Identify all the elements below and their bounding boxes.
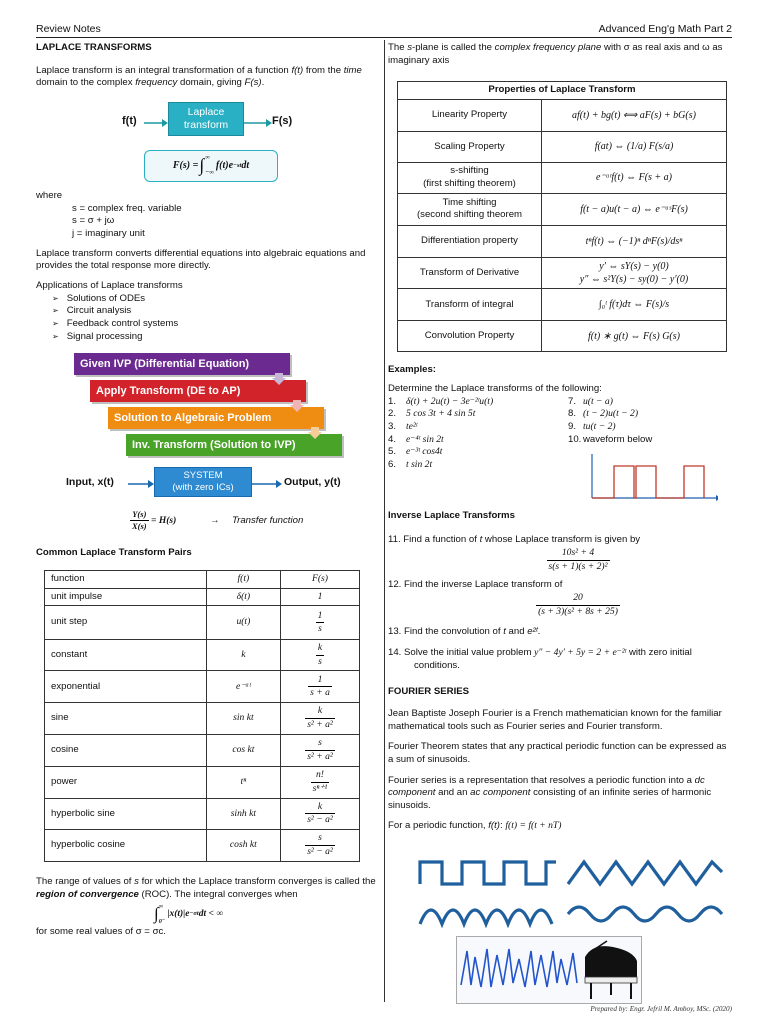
flow-step-4: Inv. Transform (Solution to IVP) [126, 434, 342, 456]
sine-wave [568, 907, 722, 921]
laplace-intro: Laplace transform is an integral transformation of a function f(t) from the time domain to the complex frequency domain, giving F(s). [36, 64, 362, 89]
sound-wave-icon [457, 937, 641, 1003]
diagram-arrow-in [144, 118, 168, 128]
sound-wave-illustration [456, 936, 642, 1004]
example-waveform [588, 454, 718, 504]
transfer-function: $\frac{Y(s)}{X(s)}$ = H(s) → Transfer function [132, 509, 304, 532]
laplace-formula: F(s) = ∫ ∞ −∞ f(t)e −st dt [144, 150, 278, 182]
table-row: Time shifting (second shifting theorem f(t − a)u(t − a) ⇔ e⁻ᵃˢF(s) [398, 193, 727, 225]
system-output: Output, y(t) [284, 476, 341, 489]
roc-integral: ∫ ∞ 0⁻ |x(t)|e −σt dt < ∞ [154, 903, 224, 925]
diagram-output: F(s) [272, 114, 293, 127]
system-input: Input, x(t) [66, 476, 114, 489]
question-11: 11. Find a function of t whose Laplace transform is given by [388, 534, 641, 546]
table-row: unit step u(t) $\frac{1}{s}$ [45, 606, 360, 640]
inverse-title: Inverse Laplace Transforms [388, 509, 515, 521]
where-item: s = complex freq. variable [72, 202, 182, 214]
table-row: exponential e⁻ᵃᵗ $\frac{1}{s + a}$ [45, 671, 360, 703]
table-row: Convolution Property f(t) ∗ g(t) ⇔ F(s) G(s) [398, 321, 727, 352]
pairs-table [44, 570, 360, 862]
question-12: 12. Find the inverse Laplace transform of [388, 579, 563, 591]
transfer-arrow: → [210, 515, 220, 527]
where-item: j = imaginary unit [72, 227, 145, 239]
list-item: 4. e⁻⁴ᵗ sin 2t [388, 433, 444, 445]
fourier-title: FOURIER SERIES [388, 686, 470, 698]
examples-title: Examples: [388, 364, 436, 376]
list-item: 5. e⁻³ᵗ cos4t [388, 446, 443, 458]
list-item: 3. te²ᵗ [388, 420, 418, 432]
diagram-arrow-out [244, 118, 272, 128]
square-wave [420, 862, 556, 884]
table-row: power tⁿ $\frac{n!}{\text{sⁿ⁺¹}}$ [45, 766, 360, 798]
roc-end: for some real values of σ = σc. [36, 925, 166, 937]
table-row: unit impulse δ(t) 1 [45, 588, 360, 606]
table-row: Linearity Property af(t) + bg(t) ⟺ aF(s) + bG(s) [398, 99, 727, 131]
question-14: 14. Solve the initial value problem y″ − 4y′ + 5y = 2 + e⁻²ᵗ with zero initial conditions. [388, 646, 692, 671]
system-box: SYSTEM (with zero ICs) [154, 467, 252, 497]
table-row: constant k $\frac{k}{s}$ [45, 640, 360, 671]
list-item: ➢ Feedback control systems [52, 318, 378, 331]
periodic-waveforms [418, 858, 728, 938]
list-item: 2. 5 cos 3t + 4 sin 5t [388, 408, 476, 420]
left-column [36, 42, 378, 939]
list-item: 6. t sin 2t [388, 458, 433, 470]
table-row: Transform of Derivative y′ ⇔ sY(s) − y(0) y″ ⇔ s²Y(s) − sy(0) − y′(0) [398, 257, 727, 288]
flow-arrow-icon [308, 427, 322, 439]
applications-title: Applications of Laplace transforms [36, 279, 183, 291]
table-row: Differentiation property tⁿf(t) ⇔ (−1)ⁿ dⁿF(s)/dsⁿ [398, 225, 727, 257]
where-list [72, 203, 378, 241]
pairs-title: Common Laplace Transform Pairs [36, 547, 192, 559]
table-row: cosine cos kt $\frac{s}{\text{s² + a²}}$ [45, 734, 360, 766]
properties-table [397, 81, 727, 352]
fourier-paragraph-2: Fourier Theorem states that any practical periodic function can be expressed as a sum of sinusoids. [388, 741, 727, 765]
where-item: s = σ + jω [72, 215, 115, 227]
flow-arrow-icon [272, 373, 286, 385]
header-left: Review Notes [36, 23, 101, 35]
page-footer: Prepared by: Engr. Jefril M. Amboy, MSc. (2020) [590, 1005, 732, 1013]
flow-step-2: Apply Transform (DE to AP) [90, 380, 306, 402]
periodic-function: For a periodic function, f(t): f(t) = f(t + nT) [388, 820, 562, 832]
table-header-row: function f(t) F(s) [45, 570, 360, 588]
props-title: Properties of Laplace Transform [398, 82, 727, 100]
flow-arrow-icon [290, 400, 304, 412]
rectified-sine-wave [420, 910, 552, 924]
header-right: Advanced Eng'g Math Part 2 [598, 23, 732, 35]
table-row: Transform of integral ∫₀ᵗ f(τ)dτ ⇔ F(s)/s [398, 289, 727, 321]
diagram-input: f(t) [122, 114, 137, 127]
laplace-transform-box: Laplace transform [168, 102, 244, 136]
system-diagram [36, 465, 378, 503]
roc-paragraph: The range of values of s for which the Laplace transform converges is called the region of convergence (ROC). The integral converges when [36, 876, 376, 900]
list-item: ➢ Circuit analysis [52, 305, 378, 318]
laplace-title: LAPLACE TRANSFORMS [36, 42, 152, 53]
table-row: hyperbolic cosine cosh kt $\frac{s}{\text{s² − a²}}$ [45, 830, 360, 862]
flow-step-3: Solution to Algebraic Problem [108, 407, 324, 429]
list-item: 1. δ(t) + 2u(t) − 3e⁻²ᵗu(t) [388, 395, 494, 407]
flow-step-1: Given IVP (Differential Equation) [74, 353, 290, 375]
list-item: 9. tu(t − 2) [568, 420, 616, 432]
laplace-converts: Laplace transform converts differential equations into algebraic equations and provides the total response more directly. [36, 247, 366, 272]
table-row: hyperbolic sine sinh kt $\frac{k}{\text{s² − a²}}$ [45, 798, 360, 829]
list-item: ➢ Signal processing [52, 331, 378, 344]
applications-list [52, 293, 378, 344]
question-13: 13. Find the convolution of t and e²ᵗ. [388, 626, 541, 638]
triangle-wave [568, 862, 722, 884]
system-arrow-in [128, 479, 154, 489]
laplace-diagram [36, 90, 378, 182]
table-row: sine sin kt $\frac{k}{\text{s² + a²}}$ [45, 703, 360, 734]
piano-icon [585, 941, 637, 999]
ivp-flow-diagram [36, 353, 378, 465]
table-row: Scaling Property f(at) ⇔ (1/a) F(s/a) [398, 131, 727, 162]
list-item: ➢ Solutions of ODEs [52, 293, 378, 306]
list-item: 7. u(t − a) [568, 395, 613, 407]
examples-list [388, 396, 732, 478]
system-arrow-out [252, 479, 282, 489]
examples-intro: Determine the Laplace transforms of the following: [388, 383, 602, 394]
where-label: where [36, 189, 63, 201]
right-column: The s-plane is called the complex frequency plane with σ as real axis and ω as imaginary axis Properties of Laplace Transform Linearity Property af(t) + bg(t) ⟺ aF(s) + bG(s) Scaling Property f(at) ⇔ (1/a) F(s/a) s-shifting (first shifting theorem) e⁻ᵃᵗf(t) ⇔ F(s + a) Time shifting (second shifting theorem f(t − a)u(t − a) ⇔ e⁻ᵃˢF(s) Differentiation property tⁿf(t) ⇔ (−1)ⁿ dⁿF(s)/dsⁿ Transform of Derivative y′ ⇔ sY(s) − y(0) y″ ⇔ s²Y(s) − sy(0) − y′(0) Transform of integral ∫₀ᵗ f(τ)dτ ⇔ F(s)/s Convolution Property f(t) ∗ g(t) ⇔ F(s) G(s) Examples: Determine the Laplace transforms of the following: 1. δ(t) + 2u(t) − 3e⁻²ᵗu(t) 2. 5 cos 3t + 4 sin 5t 3. te²ᵗ 4. e⁻⁴ᵗ sin 2t 5. e⁻³ᵗ cos4t 6. t sin 2t 7. u(t − a) 8. (t − 2)u(t − 2) 9. tu(t − 2) 10. waveform below Inverse Laplace Transforms 11. Find a function of t whose Laplace transform is given by $\frac{\text{10s² + 4}}{\text{s(s + 1)(s + 2)²}}$ 12. Find the inverse Laplace transform of $\frac{20}{\text{(s + 3)(s² + 8s + 25)}}$ 13. Find the convolution of t and e²ᵗ. 14. Solve the initial value problem y″ − 4y′ + 5y = 2 + e⁻²ᵗ with zero initial conditions. FOURIER SERIES Jean Baptiste Joseph Fourier is a French mathematician known for the familiar mathematical tools such as Fourier series and Fourier transform. Fourier Theorem states that any practical periodic function can be expressed as a sum of sinusoids. Fourier series is a representation that resolves a periodic function into a dc component and an ac component consisting of an infinite series of harmonic sinusoids. For a periodic function, f(t): f(t) = f(t + nT) [388, 42, 732, 833]
column-divider [384, 40, 385, 1002]
transfer-label: Transfer function [232, 515, 304, 527]
page-header [36, 22, 732, 38]
list-item: 10. waveform below [568, 433, 653, 445]
fourier-paragraph-1: Jean Baptiste Joseph Fourier is a French mathematician known for the familiar mathematical tools such as Fourier series and Fourier transform. [388, 707, 722, 732]
fourier-paragraph-3: Fourier series is a representation that resolves a periodic function into a dc component and an ac component consisting of an infinite series of harmonic sinusoids. [388, 774, 712, 811]
splane-paragraph: The s-plane is called the complex frequency plane with σ as real axis and ω as imaginary axis [388, 42, 723, 66]
table-row: s-shifting (first shifting theorem) e⁻ᵃᵗf(t) ⇔ F(s + a) [398, 162, 727, 193]
list-item: 8. (t − 2)u(t − 2) [568, 408, 639, 420]
